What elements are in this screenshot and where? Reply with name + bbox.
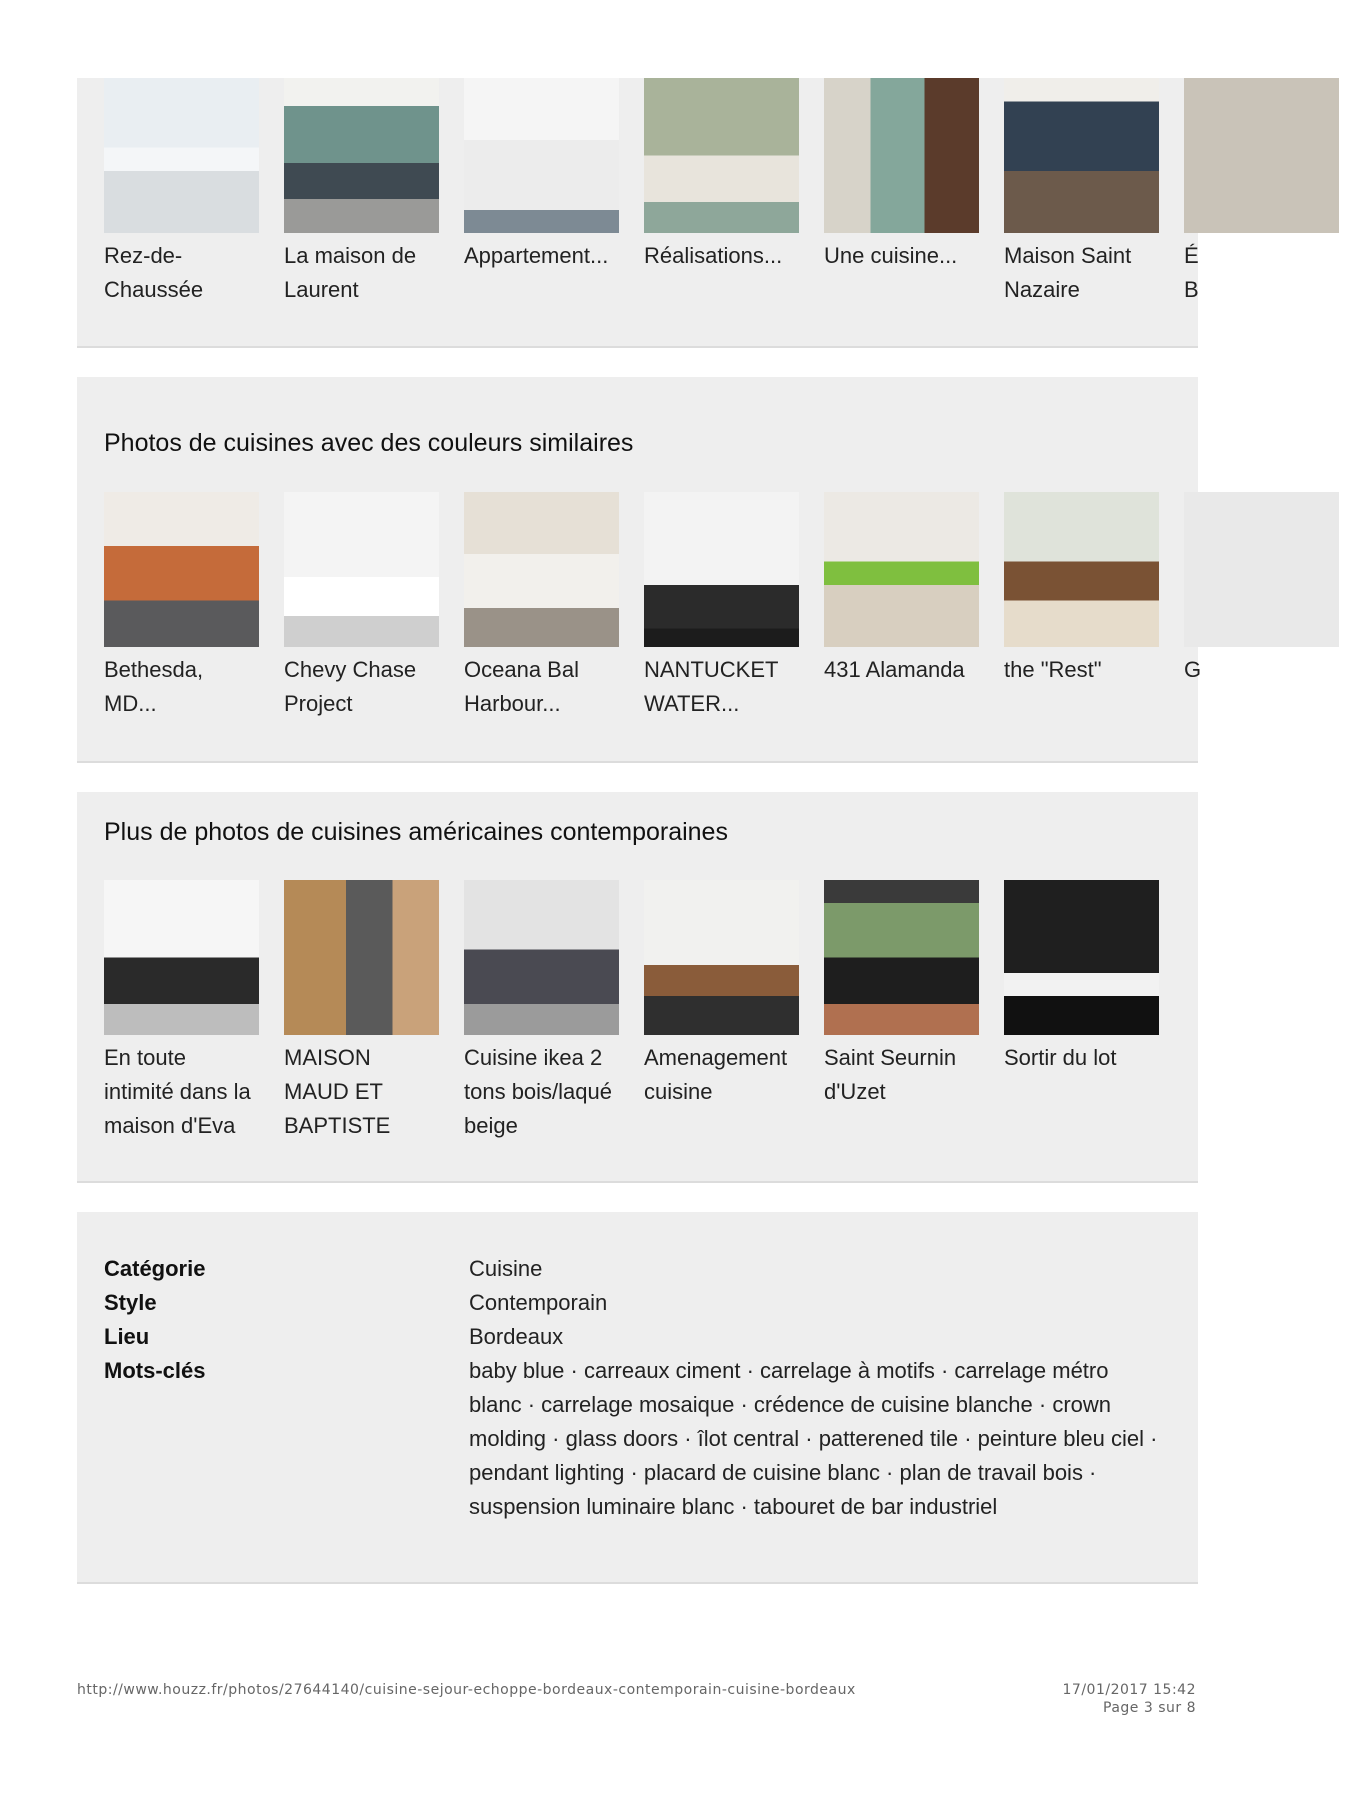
photo-caption[interactable]: Appartement... — [464, 243, 609, 268]
photo-caption[interactable]: Cuisine ikea 2 tons bois/laqué beige — [464, 1045, 612, 1138]
photo-caption[interactable]: En toute intimité dans la maison d'Eva — [104, 1045, 251, 1138]
photo-card[interactable] — [284, 78, 439, 307]
photo-card[interactable] — [464, 78, 619, 273]
black-kitchen-window-photo[interactable] — [824, 880, 979, 1035]
photo-caption[interactable]: Chevy Chase Project — [284, 657, 417, 716]
photo-caption[interactable]: Une cuisine... — [824, 243, 958, 268]
detail-label: Lieu — [104, 1324, 150, 1349]
section-title-more-photos: Plus de photos de cuisines américaines contemporaines — [104, 818, 728, 846]
white-kitchen-stools-photo[interactable] — [644, 492, 799, 647]
blue-living-room-photo[interactable] — [1004, 78, 1159, 233]
detail-value[interactable]: Bordeaux — [469, 1324, 564, 1349]
photo-caption[interactable]: É B — [1184, 243, 1199, 302]
green-wall-kitchen-photo[interactable] — [824, 78, 979, 233]
photo-card[interactable] — [104, 78, 259, 307]
footer-datetime: 17/01/2017 15:42 — [1062, 1682, 1196, 1698]
wood-island-kitchen-photo[interactable] — [1004, 492, 1159, 647]
photo-card[interactable] — [824, 880, 979, 1109]
photo-caption[interactable]: Sortir du lot — [1004, 1045, 1117, 1070]
keywords-list[interactable]: baby blue · carreaux ciment · carrelage à motifs · carrelage métro blanc · carrelage mosaique · crédence de cuisine blanche · crown molding · glass doors · îlot central · patterened tile · peinture bleu ciel · pendant lighting · placard de cuisine blanc · plan de travail bois · suspension luminaire blanc · tabouret de bar industriel — [469, 1358, 1158, 1519]
wood-cabinets-kitchen-photo[interactable] — [284, 880, 439, 1035]
photo-card[interactable] — [104, 880, 259, 1143]
detail-value[interactable]: Contemporain — [469, 1290, 608, 1315]
photo-caption[interactable]: G — [1184, 657, 1202, 682]
ikea-kitchen-photo[interactable] — [464, 880, 619, 1035]
photo-caption[interactable]: Saint Seurnin d'Uzet — [824, 1045, 957, 1104]
photo-card[interactable] — [1004, 880, 1159, 1075]
photo-card[interactable] — [284, 880, 439, 1143]
photo-card[interactable] — [644, 78, 799, 273]
photo-caption[interactable]: Oceana Bal Harbour... — [464, 657, 579, 716]
photo-caption[interactable]: the "Rest" — [1004, 657, 1102, 682]
photo-card[interactable] — [284, 492, 439, 721]
similar-colors-panel — [77, 377, 1202, 763]
details-panel — [77, 1212, 1198, 1584]
photo-caption[interactable]: Bethesda, MD... — [104, 657, 204, 716]
photo-caption[interactable]: Rez-de- Chaussée — [104, 243, 204, 302]
footer-url[interactable]: http://www.houzz.fr/photos/27644140/cuisine-sejour-echoppe-bordeaux-contemporain-cuisine-bordeaux — [77, 1682, 856, 1698]
chandelier-kitchen-photo[interactable] — [464, 492, 619, 647]
photo-caption[interactable]: Amenagement cuisine — [644, 1045, 788, 1104]
photo-card[interactable] — [644, 492, 799, 721]
modern-dining-kitchen-photo[interactable] — [104, 880, 259, 1035]
more-photos-panel — [77, 792, 1198, 1183]
white-kitchen-photo[interactable] — [464, 78, 619, 233]
white-kitchen-dining-photo[interactable] — [104, 78, 259, 233]
section-title-similar-colors: Photos de cuisines avec des couleurs similaires — [104, 429, 634, 457]
teal-wall-kitchen-island-photo[interactable] — [284, 78, 439, 233]
photo-card[interactable] — [824, 78, 979, 273]
photo-card[interactable] — [1184, 492, 1339, 687]
photo-card[interactable] — [464, 492, 619, 721]
related-projects-panel — [77, 78, 1198, 348]
photo-caption[interactable]: La maison de Laurent — [284, 243, 417, 302]
detail-label: Catégorie — [104, 1256, 206, 1281]
black-wall-bar-kitchen-photo[interactable] — [1004, 880, 1159, 1035]
partial-kitchen-photo[interactable] — [1184, 78, 1339, 233]
photo-card[interactable] — [464, 880, 619, 1143]
photo-card[interactable] — [644, 880, 799, 1109]
photo-card[interactable] — [1004, 78, 1159, 307]
bathroom-tub-photo[interactable] — [644, 78, 799, 233]
photo-caption[interactable]: Maison Saint Nazaire — [1004, 243, 1132, 302]
pendant-lamp-kitchen-photo[interactable] — [644, 880, 799, 1035]
photo-card[interactable] — [824, 492, 979, 687]
photo-card[interactable] — [104, 492, 259, 721]
photo-caption[interactable]: 431 Alamanda — [824, 657, 965, 682]
detail-label: Mots-clés — [104, 1358, 206, 1383]
photo-caption[interactable]: MAISON MAUD ET BAPTISTE — [284, 1045, 391, 1138]
photo-caption[interactable]: Réalisations... — [644, 243, 783, 268]
detail-value[interactable]: Cuisine — [469, 1256, 543, 1281]
photo-card[interactable] — [1004, 492, 1159, 687]
white-island-kitchen-photo[interactable] — [284, 492, 439, 647]
photo-card[interactable] — [1184, 78, 1339, 307]
related-projects-row — [104, 78, 1214, 348]
photo-caption[interactable]: NANTUCKET WATER... — [644, 657, 779, 716]
footer-page-number: Page 3 sur 8 — [1103, 1700, 1196, 1716]
orange-kitchen-photo[interactable] — [104, 492, 259, 647]
green-stools-kitchen-photo[interactable] — [824, 492, 979, 647]
partial-kitchen-photo-2[interactable] — [1184, 492, 1339, 647]
detail-label: Style — [104, 1290, 157, 1315]
